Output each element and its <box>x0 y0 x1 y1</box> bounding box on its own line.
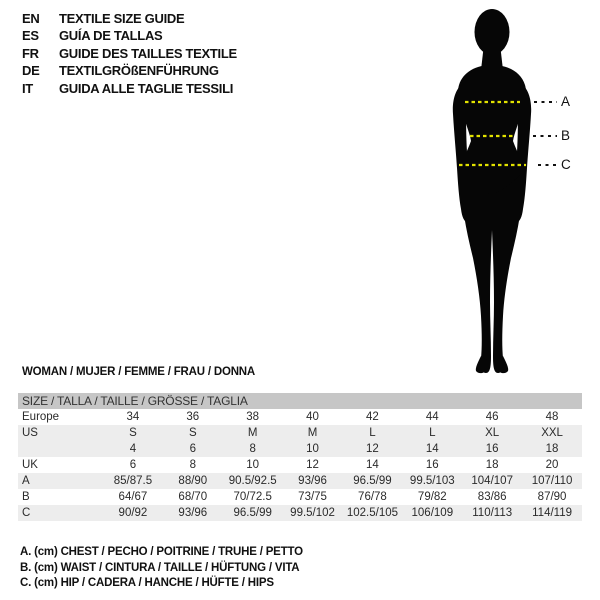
language-code: IT <box>22 80 33 96</box>
size-cell: 83/86 <box>477 491 507 503</box>
measurement-legend <box>20 545 303 592</box>
woman-silhouette <box>453 9 531 373</box>
size-cell: 93/96 <box>298 475 327 487</box>
marker-label-c: C <box>561 157 571 172</box>
size-cell: 102.5/105 <box>346 507 399 519</box>
table-row <box>18 425 582 441</box>
size-table-header: SIZE / TALLA / TAILLE / GRÖSSE / TAGLIA <box>18 393 582 409</box>
silhouette-left-leg <box>461 172 492 373</box>
size-cell: 76/78 <box>358 491 387 503</box>
size-cell: M <box>247 427 258 439</box>
table-row <box>18 409 582 425</box>
size-cell: 16 <box>485 443 499 455</box>
language-code: FR <box>22 45 39 61</box>
size-cell: 44 <box>425 411 439 423</box>
table-row <box>18 457 582 473</box>
row-label: B <box>22 491 30 503</box>
size-cell: 87/90 <box>537 491 567 503</box>
size-cell: 99.5/102 <box>290 507 335 519</box>
size-cell: 8 <box>189 459 197 471</box>
language-code: DE <box>22 63 40 79</box>
table-row <box>18 441 582 457</box>
size-cell: S <box>129 427 137 439</box>
size-cell: 40 <box>306 411 319 423</box>
guide-title: TEXTILGRÖßENFÜHRUNG <box>59 63 219 79</box>
size-cell: 8 <box>249 443 256 455</box>
size-cell: 10 <box>306 443 319 455</box>
size-cell: 106/109 <box>411 507 454 519</box>
legend-line: A. (cm) CHEST / PECHO / POITRINE / TRUHE / PETTO <box>20 546 303 558</box>
size-cell: 64/67 <box>118 491 148 503</box>
language-row <box>22 62 237 79</box>
language-row <box>22 80 237 97</box>
size-cell: L <box>369 427 376 439</box>
size-cell: 114/119 <box>532 507 572 519</box>
table-row <box>18 473 582 489</box>
size-cell: 107/110 <box>531 475 573 487</box>
size-cell: 6 <box>129 459 137 471</box>
size-cell: 14 <box>425 443 439 455</box>
guide-title: GUIDE DES TAILLES TEXTILE <box>59 45 237 61</box>
size-cell: 18 <box>545 443 559 455</box>
row-label: A <box>22 475 30 487</box>
size-cell: 79/82 <box>417 491 447 503</box>
table-row <box>18 505 582 521</box>
section-title: WOMAN / MUJER / FEMME / FRAU / DONNA <box>22 366 256 378</box>
woman-silhouette-figure <box>430 2 560 374</box>
legend-line: B. (cm) WAIST / CINTURA / TAILLE / HÜFTUNG / VITA <box>20 561 300 574</box>
size-cell: 104/107 <box>471 475 513 487</box>
language-list <box>22 10 237 97</box>
row-label: US <box>22 427 38 439</box>
size-cell: 68/70 <box>178 491 208 503</box>
size-cell: 93/96 <box>178 507 208 519</box>
size-cell: 96.5/99 <box>233 507 272 519</box>
woman-silhouette-svg <box>430 2 560 374</box>
size-cell: 36 <box>186 411 200 423</box>
language-row <box>22 27 237 44</box>
size-cell: 16 <box>425 459 439 471</box>
size-cell: 38 <box>246 411 260 423</box>
size-cell: 99.5/103 <box>409 475 455 487</box>
row-label: Europe <box>22 411 60 423</box>
marker-label-a: A <box>561 94 571 109</box>
size-cell: M <box>307 427 318 439</box>
guide-title: TEXTILE SIZE GUIDE <box>59 11 185 26</box>
size-cell: L <box>429 427 436 439</box>
size-cell: 88/90 <box>178 475 208 487</box>
language-code: EN <box>22 11 40 26</box>
size-table-body <box>18 409 582 521</box>
language-row <box>22 45 237 62</box>
size-cell: 4 <box>129 443 137 455</box>
size-cell: 90/92 <box>118 507 148 519</box>
guide-title: GUIDA ALLE TAGLIE TESSILI <box>59 80 234 96</box>
row-label <box>18 441 103 457</box>
size-cell: 10 <box>246 459 260 471</box>
size-cell: S <box>188 427 197 439</box>
size-cell: 18 <box>485 459 499 471</box>
size-cell: 85/87.5 <box>113 475 153 487</box>
size-cell: 110/113 <box>472 507 513 519</box>
size-cell: 48 <box>545 411 559 423</box>
size-cell: XXL <box>541 427 563 439</box>
size-table <box>18 393 582 521</box>
row-label: UK <box>22 459 38 471</box>
language-code: ES <box>22 28 39 44</box>
marker-label-b: B <box>561 128 571 143</box>
legend-line: C. (cm) HIP / CADERA / HANCHE / HÜFTE / HIPS <box>20 577 274 590</box>
size-cell: 34 <box>126 411 140 423</box>
size-cell: 73/75 <box>298 491 327 503</box>
size-cell: 6 <box>189 443 197 455</box>
table-row <box>18 489 582 505</box>
size-cell: 12 <box>366 443 379 455</box>
row-label: C <box>22 507 31 519</box>
size-cell: 14 <box>366 459 379 471</box>
size-cell: 12 <box>306 459 319 471</box>
silhouette-right-leg <box>492 172 523 373</box>
size-cell: 46 <box>485 411 499 423</box>
guide-title: GUÍA DE TALLAS <box>59 28 163 44</box>
size-cell: 42 <box>366 411 379 423</box>
size-cell: 70/72.5 <box>233 491 272 503</box>
size-cell: 90.5/92.5 <box>228 475 277 487</box>
size-cell: 96.5/99 <box>353 475 392 487</box>
size-cell: XL <box>485 427 500 439</box>
size-cell: 20 <box>545 459 559 471</box>
language-row <box>22 10 237 27</box>
